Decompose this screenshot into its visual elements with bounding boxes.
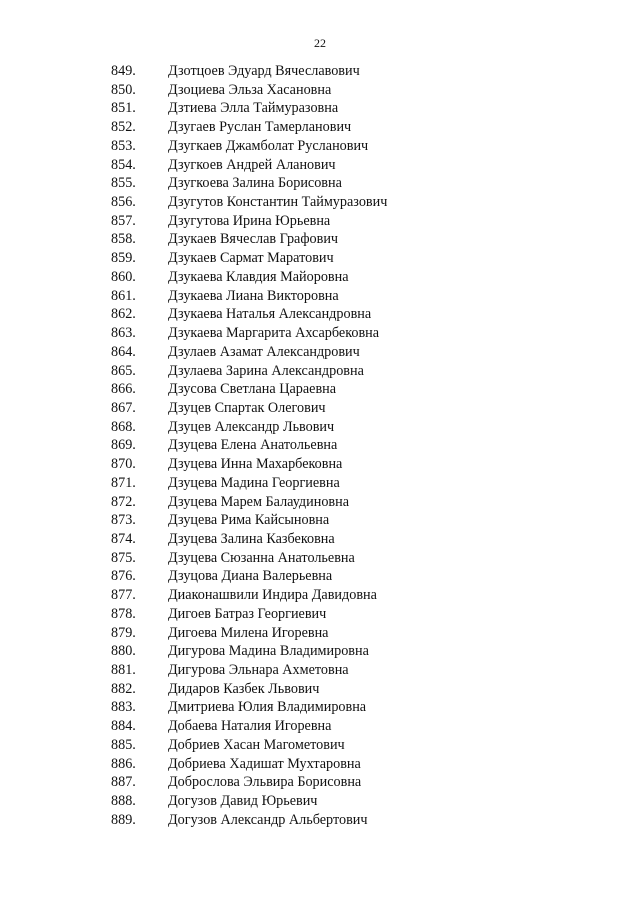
entry-name: Дигоев Батраз Георгиевич	[168, 605, 327, 622]
entry-name: Добриева Хадишат Мухтаровна	[168, 755, 361, 772]
entry-name: Дигурова Мадина Владимировна	[168, 643, 369, 660]
list-item	[0, 773, 640, 792]
entry-number: 883.	[111, 699, 136, 716]
list-item	[0, 268, 640, 287]
list-item	[0, 362, 640, 381]
entry-name: Дзуцев Александр Львович	[168, 418, 335, 435]
list-item	[0, 567, 640, 586]
entry-name: Дзугутов Константин Таймуразович	[168, 194, 388, 211]
entry-name: Добриев Хасан Магометович	[168, 736, 345, 753]
entry-number: 888.	[111, 793, 136, 810]
entry-name: Дзуцова Диана Валерьевна	[168, 568, 333, 585]
entry-name: Дзуцева Елена Анатольевна	[168, 437, 338, 454]
entry-name: Дзоциева Эльза Хасановна	[168, 81, 332, 98]
list-item	[0, 81, 640, 100]
list-item	[0, 305, 640, 324]
entry-name: Доброслова Эльвира Борисовна	[168, 774, 362, 791]
entry-number: 878.	[111, 605, 136, 622]
list-item	[0, 418, 640, 437]
entry-number: 876.	[111, 568, 136, 585]
entry-number: 874.	[111, 530, 136, 547]
entry-number: 864.	[111, 343, 136, 360]
entry-number: 856.	[111, 194, 136, 211]
list-item	[0, 380, 640, 399]
entry-number: 854.	[111, 156, 136, 173]
list-item	[0, 212, 640, 231]
entry-name: Дидаров Казбек Львович	[168, 680, 320, 697]
list-item	[0, 174, 640, 193]
entry-number: 850.	[111, 81, 136, 98]
entry-name: Дзулаев Азамат Александрович	[168, 343, 360, 360]
list-item	[0, 661, 640, 680]
entry-name: Дзугутова Ирина Юрьевна	[168, 212, 331, 229]
entry-number: 861.	[111, 287, 136, 304]
list-item	[0, 156, 640, 175]
list-item	[0, 493, 640, 512]
entry-number: 867.	[111, 399, 136, 416]
list-item	[0, 249, 640, 268]
list-item	[0, 792, 640, 811]
page-number: 22	[314, 36, 326, 50]
list-item	[0, 586, 640, 605]
list-item	[0, 436, 640, 455]
entry-name: Дзусова Светлана Цараевна	[168, 381, 337, 398]
list-item	[0, 624, 640, 643]
entry-name: Дзуцева Инна Махарбековна	[168, 456, 343, 473]
entry-name: Дзуцева Мадина Георгиевна	[168, 474, 340, 491]
entry-name: Дзуцева Рима Кайсыновна	[168, 512, 330, 529]
list-item	[0, 193, 640, 212]
list-item	[0, 399, 640, 418]
entry-number: 873.	[111, 512, 136, 529]
entry-number: 862.	[111, 306, 136, 323]
entry-number: 855.	[111, 175, 136, 192]
entry-number: 851.	[111, 100, 136, 117]
entry-number: 887.	[111, 774, 136, 791]
entry-number: 881.	[111, 662, 136, 678]
list-item	[0, 605, 640, 624]
entry-number: 877.	[111, 587, 136, 604]
entry-name: Дзукаева Наталья Александровна	[168, 306, 372, 323]
entry-name: Дигоева Милена Игоревна	[168, 624, 329, 641]
entry-name: Дзугаев Руслан Тамерланович	[168, 119, 352, 136]
entry-name: Дзукаев Вячеслав Графович	[168, 231, 339, 248]
entry-number: 880.	[111, 643, 136, 660]
list-item	[0, 811, 640, 830]
entry-name: Дзукаева Лиана Викторовна	[168, 287, 339, 304]
entry-number: 889.	[111, 811, 136, 828]
list-item	[0, 62, 640, 81]
entry-name: Дзукаева Маргарита Ахсарбековна	[168, 325, 380, 342]
list-item	[0, 736, 640, 755]
list-item	[0, 99, 640, 118]
name-list	[0, 62, 640, 829]
entry-number: 860.	[111, 268, 136, 285]
entry-number: 853.	[111, 137, 136, 154]
entry-number: 866.	[111, 381, 136, 398]
list-item	[0, 680, 640, 699]
entry-number: 886.	[111, 755, 136, 772]
entry-name: Дзуцев Спартак Олегович	[168, 399, 326, 416]
list-item	[0, 343, 640, 362]
entry-number: 849.	[111, 63, 136, 79]
list-item	[0, 530, 640, 549]
entry-name: Дзукаева Клавдия Майоровна	[168, 268, 349, 285]
entry-number: 870.	[111, 456, 136, 473]
entry-number: 882.	[111, 680, 136, 697]
entry-name: Дзугкаев Джамболат Русланович	[168, 137, 369, 154]
entry-name: Дзотцоев Эдуард Вячеславович	[168, 63, 360, 79]
entry-name: Дзтиева Элла Таймуразовна	[168, 100, 339, 117]
entry-number: 863.	[111, 325, 136, 342]
list-item	[0, 698, 640, 717]
entry-number: 857.	[111, 212, 136, 229]
entry-number: 865.	[111, 362, 136, 379]
list-item	[0, 287, 640, 306]
entry-name: Дмитриева Юлия Владимировна	[168, 699, 367, 716]
entry-number: 869.	[111, 437, 136, 454]
entry-name: Добаева Наталия Игоревна	[168, 718, 332, 735]
entry-number: 885.	[111, 736, 136, 753]
list-item	[0, 137, 640, 156]
list-item	[0, 642, 640, 661]
entry-number: 859.	[111, 250, 136, 267]
entry-number: 875.	[111, 549, 136, 566]
entry-name: Дзулаева Зарина Александровна	[168, 362, 364, 379]
entry-number: 879.	[111, 624, 136, 641]
list-item	[0, 455, 640, 474]
entry-name: Догузов Давид Юрьевич	[168, 793, 318, 810]
list-item	[0, 549, 640, 568]
entry-name: Дзуцева Марем Балаудиновна	[168, 493, 350, 510]
entry-name: Дигурова Эльнара Ахметовна	[168, 662, 349, 678]
entry-name: Дзукаев Сармат Маратович	[168, 250, 334, 267]
entry-name: Дзугкоева Залина Борисовна	[168, 175, 342, 192]
list-item	[0, 118, 640, 137]
entry-name: Диаконашвили Индира Давидовна	[168, 587, 377, 604]
list-item	[0, 755, 640, 774]
entry-name: Дзугкоев Андрей Аланович	[168, 156, 336, 173]
entry-name: Дзуцева Залина Казбековна	[168, 530, 335, 547]
entry-number: 858.	[111, 231, 136, 248]
entry-number: 884.	[111, 718, 136, 735]
entry-number: 868.	[111, 418, 136, 435]
list-item	[0, 474, 640, 493]
list-item	[0, 230, 640, 249]
list-item	[0, 511, 640, 530]
list-item	[0, 717, 640, 736]
entry-name: Дзуцева Сюзанна Анатольевна	[168, 549, 355, 566]
entry-number: 852.	[111, 119, 136, 136]
entry-number: 872.	[111, 493, 136, 510]
list-item	[0, 324, 640, 343]
entry-name: Догузов Александр Альбертович	[168, 811, 368, 828]
entry-number: 871.	[111, 474, 136, 491]
